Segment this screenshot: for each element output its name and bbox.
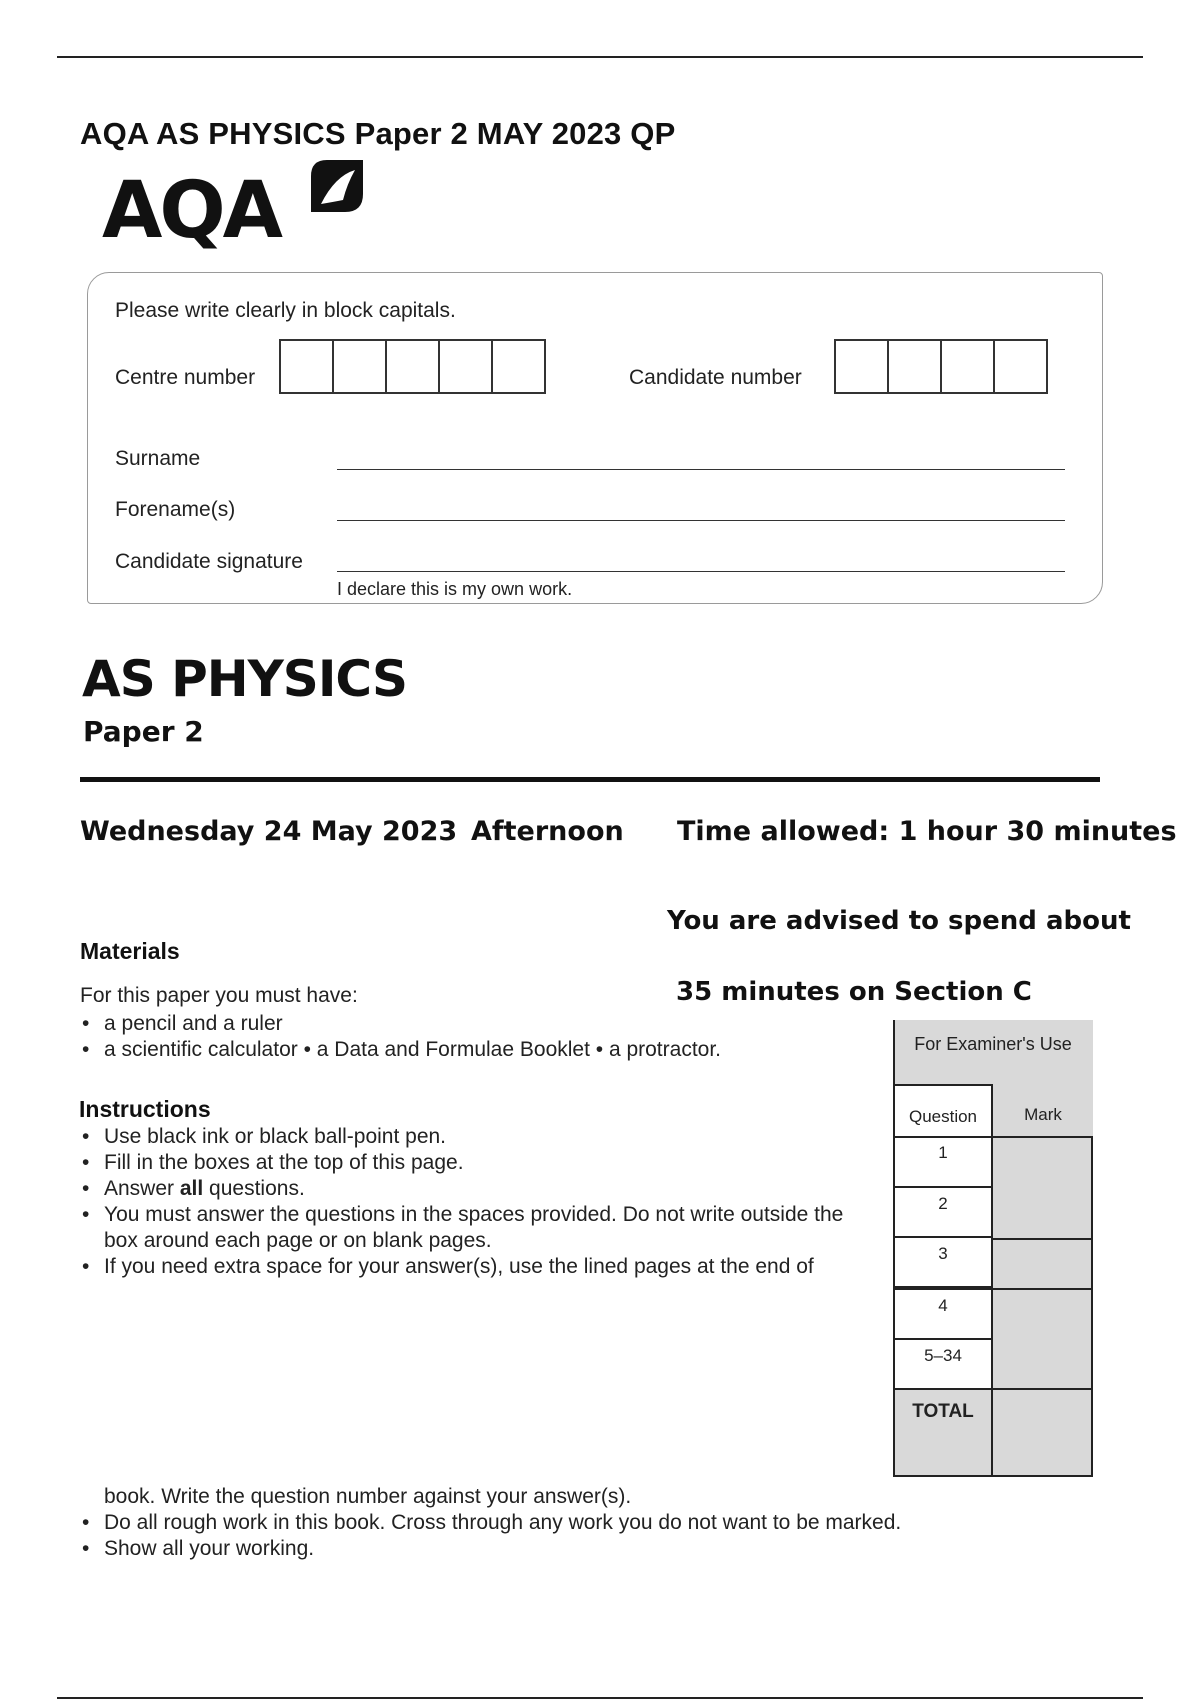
- surname-label: Surname: [115, 447, 201, 470]
- bottom-rule: [57, 1697, 1143, 1699]
- logo-text: AQA: [102, 166, 281, 256]
- aqa-leaf-icon: [305, 154, 367, 216]
- materials-heading: Materials: [80, 938, 180, 964]
- signature-label: Candidate signature: [115, 550, 303, 573]
- centre-number-boxes[interactable]: [279, 339, 546, 394]
- instructions-list: [80, 1124, 880, 1280]
- list-item: [80, 1176, 880, 1202]
- advice-line-1: You are advised to spend about: [667, 906, 1131, 936]
- total-row: TOTAL: [893, 1388, 993, 1477]
- total-mark-cell[interactable]: [993, 1388, 1093, 1477]
- exam-date: Wednesday 24 May 2023: [80, 816, 458, 847]
- list-item: • a pencil and a ruler: [80, 1011, 840, 1037]
- mark-cell[interactable]: [993, 1136, 1093, 1240]
- materials-intro: For this paper you must have:: [80, 984, 358, 1007]
- question-row: 3: [893, 1236, 993, 1288]
- candidate-digit-box[interactable]: [834, 339, 889, 394]
- centre-number-label: Centre number: [115, 366, 256, 389]
- subject-title: AS PHYSICS: [82, 650, 408, 708]
- list-item: • Show all your working.: [80, 1536, 1080, 1562]
- centre-digit-box[interactable]: [491, 339, 546, 394]
- mark-column-header: Mark: [1024, 1105, 1062, 1124]
- document-title: AQA AS PHYSICS Paper 2 MAY 2023 QP: [80, 116, 676, 151]
- mark-cell[interactable]: [993, 1288, 1093, 1392]
- aqa-logo: [100, 154, 370, 254]
- answer-emphasis: all: [179, 1177, 204, 1200]
- time-allowed: Time allowed: 1 hour 30 minutes: [677, 816, 1177, 847]
- mark-cell[interactable]: [993, 1238, 1093, 1290]
- answer-prefix: Answer: [104, 1177, 180, 1200]
- question-row: 4: [893, 1288, 993, 1340]
- advice-line-2: 35 minutes on Section C: [676, 977, 1032, 1007]
- centre-digit-box[interactable]: [279, 339, 334, 394]
- forename-label: Forename(s): [115, 498, 236, 521]
- signature-field[interactable]: [337, 571, 1065, 572]
- instructions-list-continued: [80, 1510, 1080, 1562]
- instruction-continuation: book. Write the question number against your answer(s).: [104, 1485, 632, 1508]
- candidate-digit-box[interactable]: [940, 339, 995, 394]
- question-row: 5–34: [893, 1338, 993, 1390]
- candidate-number-boxes[interactable]: [834, 339, 1048, 394]
- list-item: • a scientific calculator • a Data and Formulae Booklet • a protractor.: [80, 1037, 840, 1063]
- list-item: • Use black ink or black ball-point pen.: [80, 1124, 880, 1150]
- centre-digit-box[interactable]: [438, 339, 493, 394]
- instructions-heading: Instructions: [79, 1096, 211, 1122]
- materials-list: [80, 1011, 840, 1063]
- list-item: • If you need extra space for your answer(s), use the lined pages at the end of: [80, 1254, 880, 1280]
- title-rule: [80, 777, 1100, 782]
- examiners-use-heading: For Examiner's Use: [893, 1020, 1093, 1084]
- question-row: 1: [893, 1136, 993, 1188]
- answer-suffix: questions.: [203, 1177, 305, 1200]
- list-item: • Do all rough work in this book. Cross through any work you do not want to be marked.: [80, 1510, 1080, 1536]
- list-item: • Fill in the boxes at the top of this page.: [80, 1150, 880, 1176]
- table-left-border: [893, 1020, 895, 1477]
- declaration-text: I declare this is my own work.: [337, 579, 573, 599]
- centre-digit-box[interactable]: [385, 339, 440, 394]
- list-item: • You must answer the questions in the spaces provided. Do not write outside the box around each page or on blank pages.: [80, 1202, 880, 1254]
- top-rule: [57, 56, 1143, 58]
- block-capitals-instruction: Please write clearly in block capitals.: [115, 299, 456, 322]
- surname-field[interactable]: [337, 469, 1065, 470]
- paper-title: Paper 2: [83, 715, 204, 748]
- question-column-header: Question: [893, 1084, 993, 1138]
- exam-session: Afternoon: [471, 816, 624, 847]
- candidate-digit-box[interactable]: [887, 339, 942, 394]
- candidate-digit-box[interactable]: [993, 339, 1048, 394]
- candidate-number-label: Candidate number: [629, 366, 802, 389]
- question-row: 2: [893, 1186, 993, 1238]
- centre-digit-box[interactable]: [332, 339, 387, 394]
- forename-field[interactable]: [337, 520, 1065, 521]
